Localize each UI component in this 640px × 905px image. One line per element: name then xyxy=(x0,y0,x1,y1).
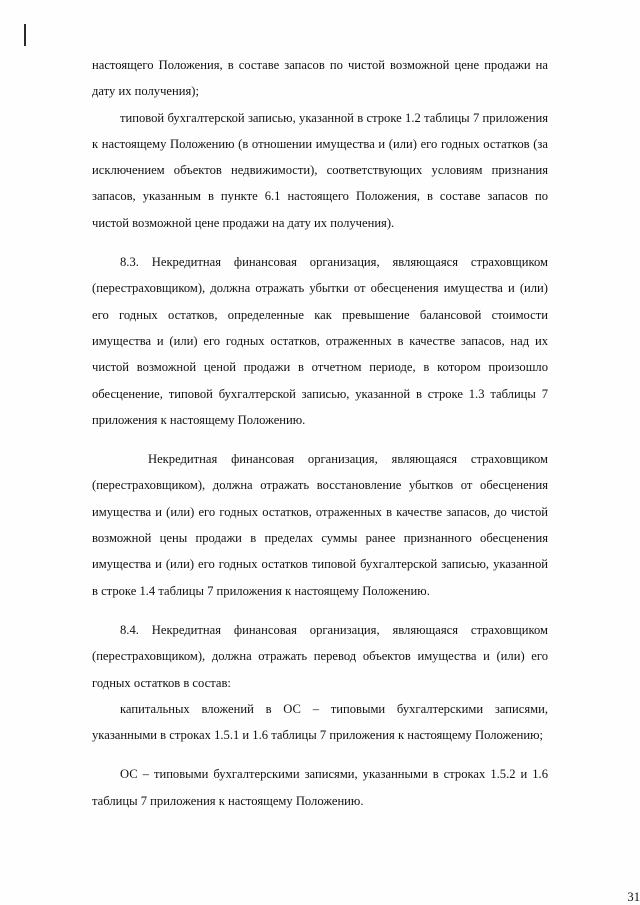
document-body xyxy=(92,52,640,904)
paragraph: Некредитная финансовая организация, являющаяся страховщиком (перестраховщиком), должна отражать восстановление убытков от обесценения имущества и (или) его годных остатков, отраженных в качестве запасов, до чистой возможной цены продажи в пределах суммы ранее признанного обесценения имущества и (или) его годных остатков типовой бухгалтерской записью, указанной в строке 1.4 таблицы 7 приложения к настоящему Положению. xyxy=(92,452,548,598)
paragraph: настоящего Положения, в составе запасов по чистой возможной цене продажи на дату их получения); xyxy=(92,58,548,99)
paragraph-8-3: 8.3. Некредитная финансовая организация, являющаяся страховщиком (перестраховщиком), должна отражать убытки от обесценения имущества и (или) его годных остатков, определенные как превышение балансовой стоимости имущества и (или) его годных остатков, отраженных в качестве запасов, над их чистой возможной ценой продажи в отчетном периоде, в котором произошло обесценение, типовой бухгалтерской записью, указанной в строке 1.3 таблицы 7 приложения к настоящему Положению. xyxy=(92,255,548,427)
margin-mark xyxy=(24,24,26,46)
paragraph: типовой бухгалтерской записью, указанной в строке 1.2 таблицы 7 приложения к настоящему Положению (в отношении имущества и (или) его годных остатков (за исключением объектов недвижимости), соответствующих условиям признания запасов, указанным в пункте 6.1 настоящего Положения, в составе запасов по чистой возможной цене продажи на дату их получения). xyxy=(92,110,548,230)
paragraph-8-4: 8.4. Некредитная финансовая организация, являющаяся страховщиком (перестраховщиком), должна отражать перевод объектов имущества и (или) его годных остатков в состав: xyxy=(92,622,548,690)
paragraph: капитальных вложений в ОС – типовыми бухгалтерскими записями, указанными в строках 1.5.1 и 1.6 таблицы 7 приложения к настоящему Положению; xyxy=(92,701,548,743)
paragraph: ОС – типовыми бухгалтерскими записями, указанными в строках 1.5.2 и 1.6 таблицы 7 приложения к настоящему Положению. xyxy=(92,767,548,808)
page-number: 31 xyxy=(627,890,640,904)
